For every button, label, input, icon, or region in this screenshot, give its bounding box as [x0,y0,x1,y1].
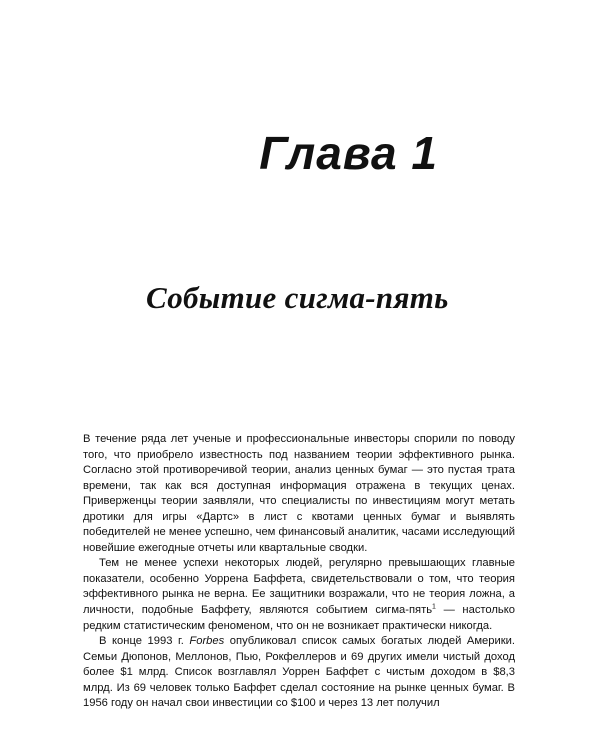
paragraph-3-text-continued: опубликовал список самых богатых людей Америки. Семьи Дюпонов, Меллонов, Пью, Рокфеллеров и 69 других имели чистый доход более $1 млрд. Список возглавлял Уоррен Баффет с чистым доходом в $8,3 млрд. Из 69 человек только Баффет сделал состояние на рынке ценных бумаг. В 1956 году он начал свои инвестиции со $100 и через 13 лет получил [83,635,515,710]
chapter-title: Событие сигма-пять [146,280,449,315]
paragraph-2-text: Тем не менее успехи некоторых людей, регулярно превышающих главные показатели, особенно Уоррена Баффета, свидетельствовали о том, что теория эффективного рынка не верна. Ее защитники возражали, что не теория ложна, а личности, подобные Баффету, являются событием сигма-пять [83,557,515,617]
paragraph-3-text: В конце 1993 г. [99,635,190,648]
footnote-marker: 1 [432,603,436,611]
paragraph-1: В течение ряда лет ученые и профессиональные инвесторы спорили по поводу того, что приобрело известность под названием теории эффективного рынка. Согласно этой противоречивой теории, анализ ценных бумаг — это пустая трата времени, так как вся доступная информация отражена в текущих ценах. Приверженцы теории заявляли, что специалисты по инвестициям могут метать дротики для игры «Дартс» в лист с квотами ценных бумаг и выявлять победителей не менее успешно, чем финансовый аналитик, часами исследующий новейшие ежегодные отчеты или квартальные сводки. [83,433,515,554]
paragraph-2-text-continued: — настолько редким статистическим феноменом, что он не возникает практически никогда. [83,604,515,632]
chapter-number-heading: Глава 1 [259,127,438,179]
paragraph-2 [83,556,515,634]
chapter-body [83,432,515,712]
publication-name: Forbes [189,635,225,648]
paragraph-3 [83,634,515,712]
